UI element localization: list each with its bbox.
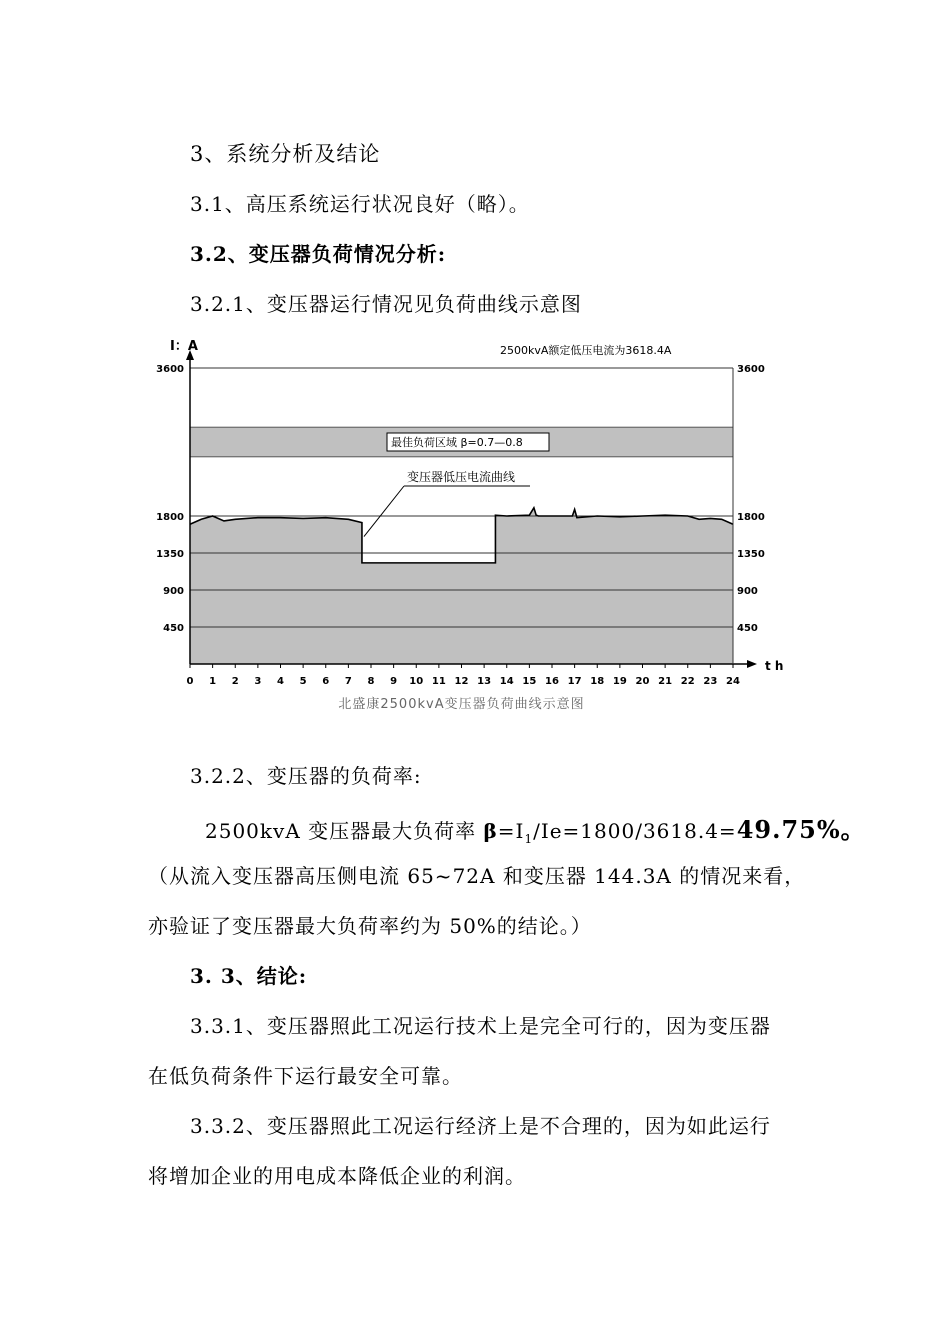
paragraph-3-2-1: 3.2.1、变压器运行情况见负荷曲线示意图 [190, 292, 582, 316]
y-axis-label: I：A [170, 339, 198, 354]
y-tick-right: 900 [737, 586, 758, 597]
x-tick-label: 2 [231, 676, 239, 687]
x-tick-label: 6 [322, 676, 330, 687]
x-tick-label: 16 [545, 676, 559, 687]
formula-sub: 1 [524, 832, 534, 846]
y-tick-left: 3600 [156, 364, 184, 375]
x-tick-label: 11 [431, 676, 446, 687]
x-tick-label: 19 [612, 676, 627, 687]
x-tick-label: 3 [254, 676, 262, 687]
formula-eq1: =I [497, 819, 525, 843]
paragraph-3-3-2-line2: 将增加企业的用电成本降低企业的利润。 [148, 1164, 526, 1188]
chart-title: 北盛康2500kvA变压器负荷曲线示意图 [338, 697, 585, 712]
curve-label-leader [364, 486, 404, 537]
x-tick-label: 23 [703, 676, 718, 687]
optimal-band-label: 最佳负荷区域 β=0.7—0.8 [391, 436, 523, 449]
note-line-1: （从流入变压器高压侧电流 65~72A 和变压器 144.3A 的情况来看， [148, 864, 806, 888]
x-tick-label: 18 [590, 676, 605, 687]
y-tick-right: 1350 [737, 549, 765, 560]
formula-line [205, 810, 866, 846]
x-tick-label: 8 [367, 676, 375, 687]
paragraph-3-2-2: 3.2.2、变压器的负荷率: [190, 764, 422, 788]
x-tick-label: 7 [344, 676, 352, 687]
x-tick-label: 24 [726, 676, 740, 687]
formula-beta: β [483, 819, 498, 843]
formula-eq2: /Ie=1800/3618.4= [533, 819, 737, 843]
y-tick-left: 900 [163, 586, 184, 597]
curve-label: 变压器低压电流曲线 [407, 470, 516, 484]
x-tick-label: 0 [186, 676, 194, 687]
formula-prefix: 2500kvA 变压器最大负荷率 [205, 819, 477, 843]
paragraph-3-3-2-line1: 3.3.2、变压器照此工况运行经济上是不合理的，因为如此运行 [190, 1114, 771, 1138]
x-tick-label: 22 [680, 676, 695, 687]
x-tick-label: 5 [299, 676, 307, 687]
x-tick-label: 13 [477, 676, 492, 687]
subheading-3-3: 3. 3、结论: [190, 964, 308, 988]
load-area [190, 508, 733, 664]
x-tick-label: 17 [567, 676, 582, 687]
x-tick-label: 1 [209, 676, 217, 687]
note-line-2: 亦验证了变压器最大负荷率约为 50%的结论。） [148, 914, 592, 938]
y-tick-right: 3600 [737, 364, 765, 375]
subheading-3-2: 3.2、变压器负荷情况分析: [190, 242, 447, 266]
x-axis-arrow [747, 660, 757, 668]
x-tick-label: 21 [658, 676, 673, 687]
x-tick-label: 4 [277, 676, 284, 687]
paragraph-3-1: 3.1、高压系统运行状况良好（略）。 [190, 192, 530, 216]
paragraph-3-3-1-line1: 3.3.1、变压器照此工况运行技术上是完全可行的，因为变压器 [190, 1014, 771, 1038]
y-tick-left: 1800 [156, 512, 184, 523]
rated-current-label: 2500kvA额定低压电流为3618.4A [500, 344, 672, 357]
x-tick-label: 20 [635, 676, 650, 687]
section-heading: 3、系统分析及结论 [190, 142, 381, 166]
y-tick-right: 1800 [737, 512, 765, 523]
x-tick-label: 9 [390, 676, 398, 687]
x-tick-label: 12 [454, 676, 469, 687]
load-curve-chart [150, 330, 810, 720]
x-axis-label: t h [765, 659, 784, 673]
paragraph-3-3-1-line2: 在低负荷条件下运行最安全可靠。 [148, 1064, 463, 1088]
x-tick-label: 14 [499, 676, 514, 687]
y-tick-left: 1350 [156, 549, 184, 560]
x-tick-label: 10 [409, 676, 424, 687]
formula-result: 49.75%。 [736, 815, 866, 844]
y-tick-right: 450 [737, 623, 758, 634]
y-tick-left: 450 [163, 623, 184, 634]
x-tick-label: 15 [522, 676, 537, 687]
